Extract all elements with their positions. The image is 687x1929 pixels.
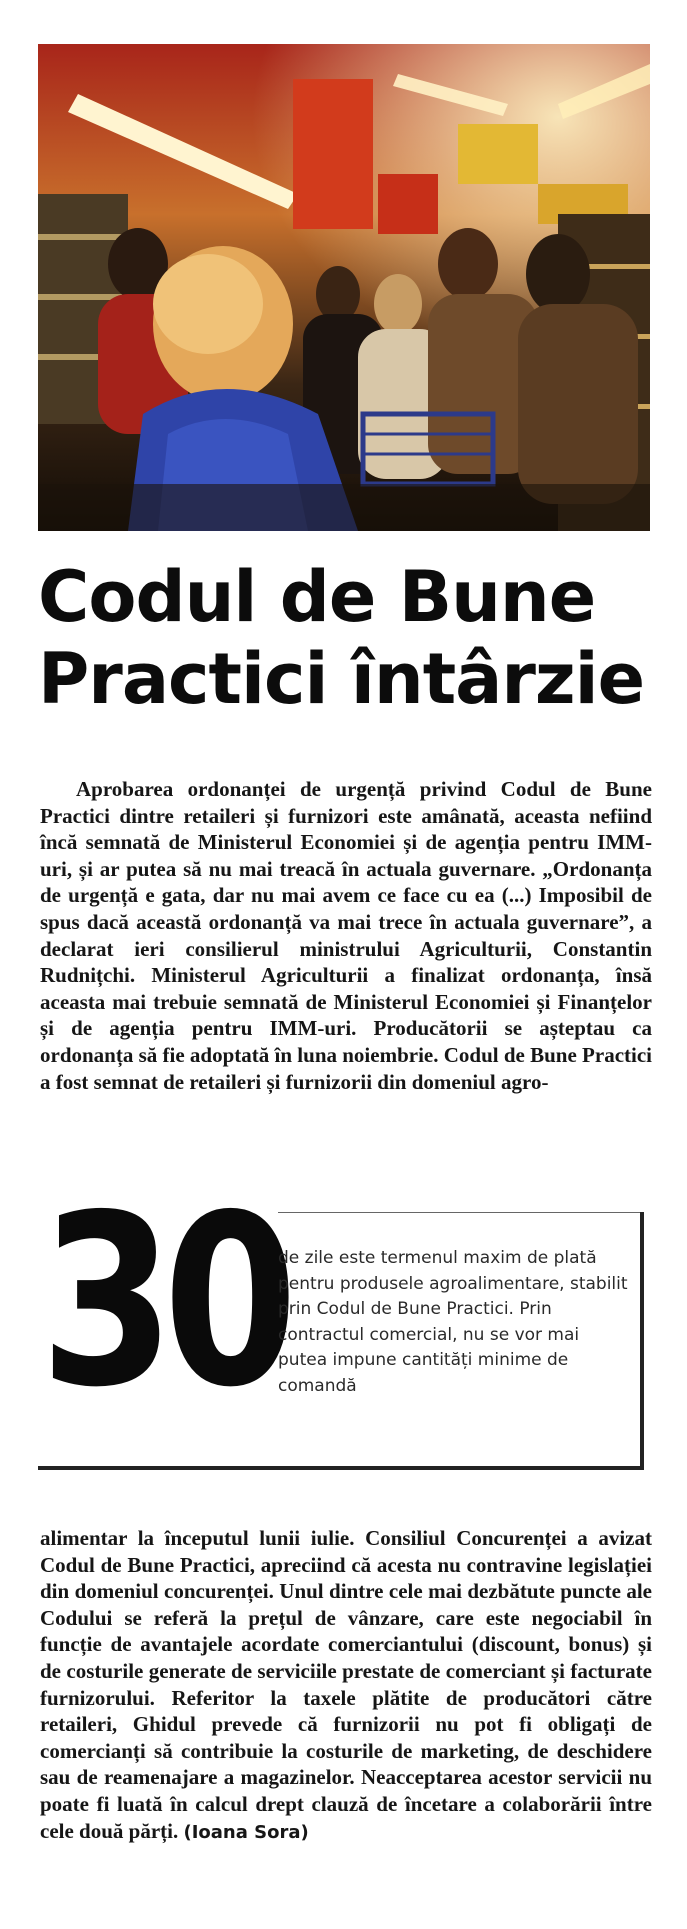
callout-text: de zile este termenul maxim de plată pentru produsele agroalimentare, stabilit prin Codul de Bune Practici. Prin contractul comercial, nu se vor mai putea impune cantități minime de comandă	[278, 1248, 628, 1396]
paragraph-2-text: alimentar la începutul lunii iulie. Consiliul Concurenței a avizat Codul de Bune Practici, apreciind că acesta nu contravine legislației din domeniul concurenței. Unul dintre cele mai dezbătute puncte ale Codului se referă la prețul de vânzare, care este negociabil în funcție de avantajele acordate comerciantului (discount, bonus) și de costurile generate de serviciile prestate de comerciant și facturate furnizorului. Referitor la taxele plătite de producători către retaileri, Ghidul prevede că furnizorii nu pot fi obligați de comercianți să contribuie la costurile de marketing, de deschidere sau de reamenajare a magazinelor. Neacceptarea acestor servicii nu poate fi luată în calcul drept clauză de încetare a colaborării între cele două părți.	[40, 1526, 652, 1843]
article-paragraph-2	[40, 1525, 652, 1846]
callout-frame-right	[640, 1212, 644, 1470]
callout-frame-top	[278, 1212, 644, 1213]
callout-number: 30	[40, 1164, 287, 1439]
callout-frame-bottom	[38, 1466, 644, 1470]
headline-line-1: Codul de Bune	[38, 556, 596, 638]
headline-line-2: Practici întârzie	[38, 638, 645, 720]
byline: (Ioana Sora)	[183, 1821, 309, 1843]
supermarket-photo	[38, 44, 650, 531]
stat-callout	[38, 1164, 644, 1470]
article-headline	[38, 556, 658, 720]
article-paragraph-1: Aprobarea ordonanței de urgență privind Codul de Bune Practici dintre retaileri și furnizori este amânată, aceasta nefiind încă semnată de Ministerul Economiei și de agenția pentru IMM-uri, și ar putea să nu mai treacă în actuala guvernare. „Ordonanța de urgență e gata, dar nu mai avem ce face cu ea (...) Imposibil de spus dacă această ordonanță va mai trece în actuala guvernare”, a declarat ieri consilierul ministrului Agriculturii, Constantin Rudnițchi. Ministerul Agriculturii a finalizat ordonanța, însă aceasta mai trebuie semnată de Ministerul Economiei și Finanțelor și de agenția pentru IMM-uri. Producătorii se așteptau ca ordonanța să fie adoptată în luna noiembrie. Codul de Bune Practici a fost semnat de retaileri și furnizorii din domeniul agro-	[40, 777, 652, 1094]
